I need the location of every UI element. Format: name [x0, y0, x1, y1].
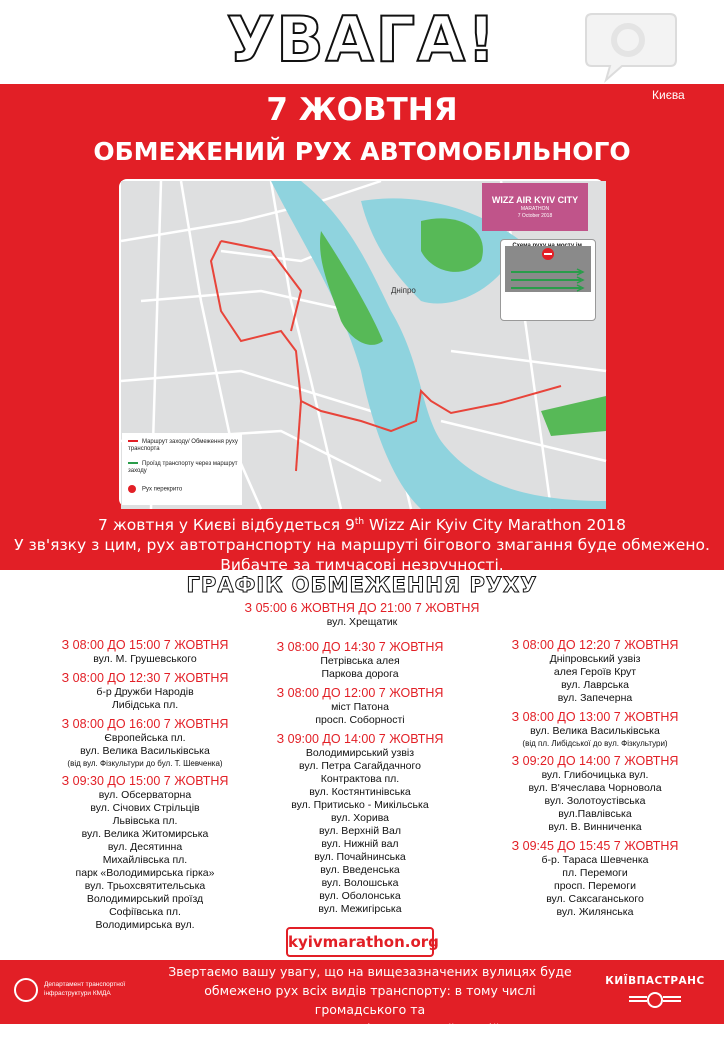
department-line-1: Департамент транспортної: [44, 981, 126, 988]
date-title: 7 ЖОВТНЯ: [266, 92, 458, 128]
crossing-swatch: [128, 462, 138, 464]
intro-line-3: Вибачте за тимчасові незручності.: [220, 556, 504, 575]
street: Петрівська алея: [320, 655, 400, 667]
street: Михайлівська пл.: [102, 854, 188, 866]
street: Паркова дорога: [321, 668, 399, 680]
time-range: З 08:00 ДО 12:20 7 ЖОВТНЯ: [511, 638, 679, 652]
street: Либідська пл.: [111, 699, 179, 711]
street: вул. Лаврська: [561, 679, 629, 691]
header: [0, 0, 724, 84]
schedule-top: [0, 600, 724, 629]
street: вул.Павлівська: [558, 808, 632, 820]
legend-crossing: Проїзд транспорту через маршрут заходу: [128, 461, 238, 474]
time-range: З 05:00 6 ЖОВТНЯ ДО 21:00 7 ЖОВТНЯ: [244, 601, 480, 615]
street: вул. В. Винниченка: [548, 821, 642, 833]
route-map: [119, 179, 604, 507]
intro-line-2: У зв'язку з цим, рух автотранспорту на маршруті бігового змагання буде обмежено.: [14, 536, 710, 555]
street: вул. Велика Житомирська: [81, 828, 209, 840]
time-range: З 09:45 ДО 15:45 7 ЖОВТНЯ: [511, 839, 679, 853]
schedule-group: [40, 637, 250, 666]
badge-title: WIZZ AIR KYIV CITY: [491, 195, 579, 205]
time-range: З 09:20 ДО 14:00 7 ЖОВТНЯ: [511, 754, 679, 768]
no-entry-icon: [128, 485, 136, 493]
schedule-group: [40, 716, 250, 769]
map-legend: [122, 433, 242, 505]
schedule-group: [255, 685, 465, 727]
legend-closed: Рух перекрито: [128, 485, 240, 494]
speech-bubble-icon: [582, 8, 678, 84]
restriction-subtitle: ОБМЕЖЕНИЙ РУХ АВТОМОБІЛЬНОГО: [93, 137, 631, 166]
schedule-title: ГРАФІК ОБМЕЖЕННЯ РУХУ: [186, 573, 538, 597]
kyivpastrans-name: КИЇВПАСТРАНС: [605, 975, 705, 987]
badge-date: 7 October 2018: [517, 213, 553, 219]
street: вул. Запечерна: [557, 692, 633, 704]
schedule-group: [490, 709, 700, 749]
schedule-group: [255, 731, 465, 916]
time-range: З 08:00 ДО 15:00 7 ЖОВТНЯ: [61, 638, 229, 652]
street: б-р Дружби Народів: [96, 686, 194, 698]
street: пл. Перемоги: [562, 867, 628, 879]
brand-city: Києва: [652, 88, 685, 102]
badge-subtitle: MARATHON: [520, 206, 550, 212]
street: Контрактова пл.: [320, 773, 400, 785]
street: вул. Введенська: [320, 864, 400, 876]
headline: УВАГА!: [226, 3, 498, 76]
street: Володимирський узвіз: [305, 747, 415, 759]
bridge-lanes-icon: [501, 240, 595, 298]
street-note: (від пл. Либідської до вул. Фізкультури): [522, 739, 668, 748]
street: просп. Соборності: [315, 714, 405, 726]
street: Дніпровський узвіз: [549, 653, 641, 665]
street: вул. Велика Васильківська: [80, 745, 210, 757]
kyivpastrans-logo: [600, 974, 710, 1014]
street: Володимирська вул.: [95, 919, 195, 931]
street: просп. Перемоги: [554, 880, 636, 892]
schedule-group: [40, 773, 250, 932]
schedule-group: [490, 753, 700, 834]
street: вул. В'ячеслава Чорновола: [528, 782, 662, 794]
street: вул. Хорива: [330, 812, 390, 824]
street: вул. Петра Сагайдачного: [299, 760, 421, 772]
street: вул. Трьохсвятительська: [84, 880, 206, 892]
time-range: З 08:00 ДО 14:30 7 ЖОВТНЯ: [276, 640, 444, 654]
street: вул. Десятинна: [107, 841, 183, 853]
street: вул. Межигірська: [318, 903, 402, 915]
schedule-column-1: [40, 637, 250, 936]
street: Львівська пл.: [112, 815, 178, 827]
street: алея Героїв Крут: [553, 666, 637, 678]
schedule-column-2: [255, 639, 465, 920]
schedule-column-3: [490, 637, 700, 923]
river-label: Дніпро: [391, 286, 416, 295]
legend-route: Маршрут заходу/ Обмеження руху транспорта: [128, 439, 238, 452]
street: вул. Золотоустівська: [544, 795, 646, 807]
street: вул. Верхній Вал: [318, 825, 402, 837]
winged-wheel-icon: [625, 990, 685, 1010]
street: вул. Почайнинська: [314, 851, 406, 863]
route-swatch: [128, 440, 138, 442]
bridge-inset: [500, 239, 596, 321]
footer-line-2: обмежено рух всіх видів транспорту: в тому числі громадського та: [204, 983, 536, 1017]
street: вул. Костянтинівська: [309, 786, 411, 798]
street: вул. Саксаганського: [546, 893, 644, 905]
time-range: З 08:00 ДО 12:30 7 ЖОВТНЯ: [61, 671, 229, 685]
street: вул. Хрещатик: [326, 616, 398, 628]
street: вул. Оболонська: [319, 890, 401, 902]
marathon-badge: [482, 183, 588, 231]
time-range: З 09:00 ДО 14:00 7 ЖОВТНЯ: [276, 732, 444, 746]
street: Європейська пл.: [104, 732, 186, 744]
intro-line-1: 7 жовтня у Києві відбудеться 9th Wizz Air Kyiv City Marathon 2018: [98, 516, 626, 535]
time-range: З 08:00 ДО 12:00 7 ЖОВТНЯ: [276, 686, 444, 700]
schedule-group: [490, 637, 700, 705]
department-line-2: інфраструктури КМДА: [44, 990, 111, 997]
footer-line-1: Звертаємо вашу увагу, що на вищезазначених вулицях буде: [168, 964, 572, 979]
street: вул. Жилянська: [556, 906, 634, 918]
time-range: З 08:00 ДО 13:00 7 ЖОВТНЯ: [511, 710, 679, 724]
street: вул. Велика Васильківська: [530, 725, 660, 737]
schedule-group: [40, 670, 250, 712]
street: вул. Січових Стрільців: [90, 802, 200, 814]
street-note: (від вул. Фізкультури до бул. Т. Шевченка): [67, 759, 223, 768]
street: міст Патона: [331, 701, 389, 713]
street: вул. Притисько - Микільська: [291, 799, 429, 811]
street: вул. Волошська: [321, 877, 399, 889]
department-emblem-icon: [14, 978, 38, 1002]
street: Софіївська пл.: [109, 906, 181, 918]
street: вул. Глибочицька вул.: [541, 769, 649, 781]
intro-text: [0, 512, 724, 575]
schedule-group: [255, 639, 465, 681]
schedule-group: [490, 838, 700, 919]
time-range: З 09:30 ДО 15:00 7 ЖОВТНЯ: [61, 774, 229, 788]
street: вул. Нижній вал: [321, 838, 399, 850]
department-logo: [14, 978, 154, 1004]
website-link[interactable]: kyivmarathon.org: [286, 927, 434, 957]
street: вул. М. Грушевського: [93, 653, 197, 665]
street: вул. Обсерваторна: [98, 789, 192, 801]
street: Володимирський проїзд: [86, 893, 204, 905]
street: парк «Володимирська гірка»: [75, 867, 215, 879]
street: б-р. Тараса Шевченка: [541, 854, 649, 866]
time-range: З 08:00 ДО 16:00 7 ЖОВТНЯ: [61, 717, 229, 731]
footer-line-3: велосипедного. Тож, заздалегідь продумайте свій маршрут 6 та 7 жовтня.: [164, 1021, 576, 1055]
footer-notice: [160, 962, 580, 1057]
